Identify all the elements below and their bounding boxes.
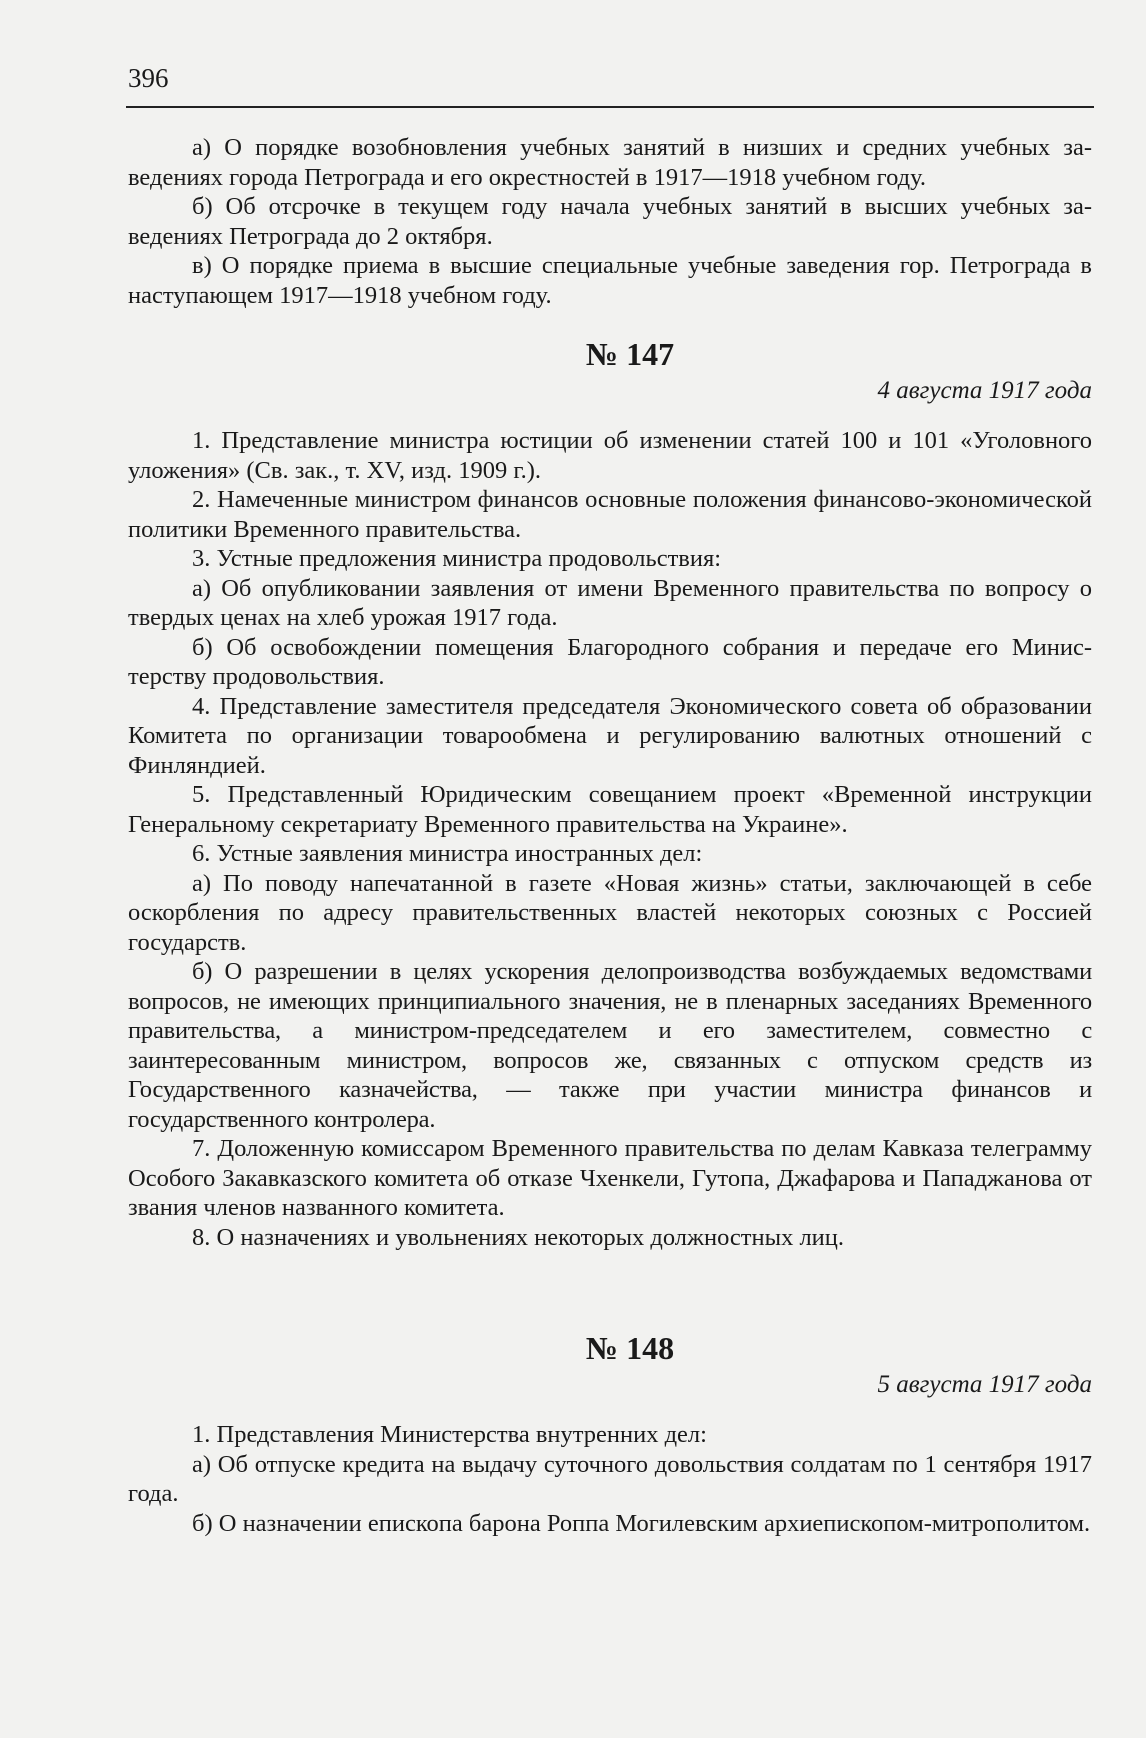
- intro-paragraph: а) О порядке возобновления учебных занятий в низших и средних учебных заведениях города Петрограда и его окрестностей в 1917—1918 учебном году.: [128, 134, 1092, 191]
- intro-paragraph: в) О порядке приема в высшие специальные учебные заведения гор. Петрограда в наступающем 1917—1918 учебном году.: [128, 252, 1092, 309]
- agenda-item: 5. Представленный Юридическим совещанием проект «Временной инструкции Генеральному секретариату Временного правительства на Украине».: [128, 781, 1092, 838]
- agenda-item: 2. Намеченные министром финансов основные положения финансово-экономической политики Временного правительства.: [128, 486, 1092, 543]
- agenda-subitem: а) Об опубликовании заявления от имени Временного правительства по вопросу о твердых ценах на хлеб урожая 1917 года.: [128, 574, 1092, 631]
- agenda-subitem: б) О назначении епископа барона Роппа Могилевским архиепископом-митрополитом.: [192, 1509, 1091, 1537]
- agenda-item: 7. Доложенную комиссаром Временного правительства по делам Кавказа телеграмму Особого Закавказского комитета об отказе Чхенкели, Гутопа, Джафарова и Пападжанова от звания членов названного комитета.: [128, 1135, 1092, 1221]
- agenda-subitem: а) Об отпуске кредита на выдачу суточного довольствия солдатам по 1 сентября 1917 года.: [128, 1450, 1092, 1507]
- agenda-subitem: а) По поводу напечатанной в газете «Новая жизнь» статьи, заключающей в себе оскорбления по адресу правительственных властей некоторых союзных с Россией государств.: [128, 869, 1092, 956]
- agenda-item: 8. О назначениях и увольнениях некоторых должностных лиц.: [192, 1223, 845, 1251]
- agenda-item: 1. Представления Министерства внутренних дел:: [192, 1421, 707, 1448]
- agenda-item: 3. Устные предложения министра продовольствия:: [192, 545, 722, 572]
- agenda-item: 6. Устные заявления министра иностранных дел:: [192, 840, 703, 867]
- document-number-148: № 148: [585, 1330, 675, 1366]
- document-date-147: 4 августа 1917 года: [877, 377, 1092, 404]
- agenda-item: 4. Представление заместителя председателя Экономического совета об образовании Комитета по организации товарообмена и регулированию валютных отношений с Финляндией.: [128, 692, 1092, 779]
- agenda-item: 1. Представление министра юстиции об изменении статей 100 и 101 «Уголовного уложения» (Св. зак., т. XV, изд. 1909 г.).: [128, 427, 1092, 484]
- page-number: 396: [128, 63, 169, 93]
- document-date-148: 5 августа 1917 года: [877, 1371, 1092, 1398]
- agenda-subitem: б) Об освобождении помещения Благородного собрания и передаче его Министерству продовольствия.: [128, 633, 1092, 690]
- page-content: [128, 133, 1092, 1538]
- intro-paragraph: б) Об отсрочке в текущем году начала учебных занятий в высших учебных заведениях Петрограда до 2 октября.: [128, 193, 1092, 250]
- header-rule: [126, 106, 1094, 108]
- document-number-147: № 147: [585, 336, 675, 372]
- agenda-subitem: б) О разрешении в целях ускорения делопроизводства возбуждаемых ведомствами вопросов, не имеющих принципиального значения, не в пленарных заседаниях Временного правительства, а министром-председателем и его заместителем, совместно с заинтересованным министром, вопросов же, связанных с отпуском средств из Государственного казначейства, — также при участии министра финансов и государственного контролера.: [128, 958, 1092, 1133]
